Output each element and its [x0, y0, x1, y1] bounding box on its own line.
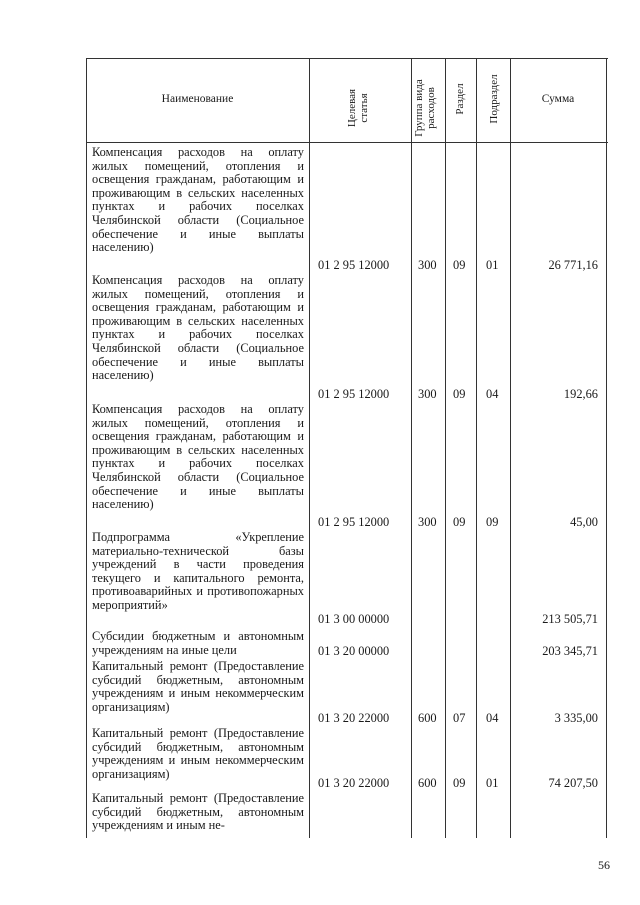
row-1-group: 300: [418, 258, 437, 272]
row-6-amount: 3 335,00: [554, 711, 598, 725]
header-target-text: Целевая статья: [346, 88, 370, 128]
row-3-amount: 45,00: [570, 515, 598, 529]
row-2-name: Компенсация расходов на оплату жилых помещений, отопления и освещения гражданам, работающим и проживающим в сельских населенных пунктах и рабочих поселках Челябинской области (Социальное обеспечение и иные выплаты населению): [92, 273, 304, 383]
row-3-subsection: 09: [486, 515, 499, 529]
row-5-amount: 203 345,71: [542, 644, 598, 658]
row-2-subsection: 04: [486, 387, 499, 401]
col-border-subsection: [510, 58, 511, 838]
row-3-name: Компенсация расходов на оплату жилых помещений, отопления и освещения гражданам, работающим и проживающим в сельских населенных пунктах и рабочих поселках Челябинской области (Социальное обеспечение и иные выплаты населению): [92, 402, 304, 512]
row-7-subsection: 01: [486, 776, 499, 790]
col-border-right: [606, 58, 607, 838]
col-border-target: [411, 58, 412, 838]
row-3-group: 300: [418, 515, 437, 529]
header-section: Раздел: [454, 83, 466, 115]
row-2-code: 01 2 95 12000: [318, 387, 390, 401]
col-border-group: [445, 58, 446, 838]
row-7-code: 01 3 20 22000: [318, 776, 390, 790]
row-1-name: Компенсация расходов на оплату жилых помещений, отопления и освещения гражданам, работающим и проживающим в сельских населенных пунктах и рабочих поселках Челябинской области (Социальное обеспечение и иные выплаты населению): [92, 145, 304, 255]
row-2-group: 300: [418, 387, 437, 401]
row-4-amount: 213 505,71: [542, 612, 598, 626]
row-4-name: Подпрограмма «Укрепление материально-технической базы учреждений в части проведения текущего и капитального ремонта, противоаварийных и противопожарных мероприятий»: [92, 530, 304, 612]
header-subsection: Подраздел: [488, 74, 500, 124]
header-group: [413, 59, 443, 157]
row-5-code: 01 3 20 00000: [318, 644, 390, 658]
row-7-amount: 74 207,50: [548, 776, 598, 790]
row-3-code: 01 2 95 12000: [318, 515, 390, 529]
row-5-name: Субсидии бюджетным и автономным учреждениям на иные цели: [92, 629, 304, 657]
row-6-name: Капитальный ремонт (Предоставление субсидий бюджетным, автономным учреждениям и иным некоммерческим организациям): [92, 659, 304, 714]
col-border-left: [86, 58, 87, 838]
page-number: 56: [598, 858, 610, 872]
header-amount: Сумма: [541, 93, 575, 105]
col-border-section: [476, 58, 477, 838]
row-6-section: 07: [453, 711, 466, 725]
row-8-name: Капитальный ремонт (Предоставление субсидий бюджетным, автономным учреждениям и иным не-: [92, 791, 304, 833]
row-7-section: 09: [453, 776, 466, 790]
row-6-group: 600: [418, 711, 437, 725]
row-1-subsection: 01: [486, 258, 499, 272]
row-1-code: 01 2 95 12000: [318, 258, 390, 272]
row-6-code: 01 3 20 22000: [318, 711, 390, 725]
row-2-section: 09: [453, 387, 466, 401]
row-4-code: 01 3 00 00000: [318, 612, 390, 626]
header-target: [346, 58, 374, 158]
row-1-section: 09: [453, 258, 466, 272]
row-6-subsection: 04: [486, 711, 499, 725]
header-name: Наименование: [161, 93, 234, 105]
header-group-text: Группа вида расходов: [413, 79, 437, 137]
row-3-section: 09: [453, 515, 466, 529]
col-border-name: [309, 58, 310, 838]
row-7-name: Капитальный ремонт (Предоставление субсидий бюджетным, автономным учреждениям и иным некоммерческим организациям): [92, 726, 304, 781]
row-1-amount: 26 771,16: [548, 258, 598, 272]
row-7-group: 600: [418, 776, 437, 790]
row-2-amount: 192,66: [563, 387, 598, 401]
